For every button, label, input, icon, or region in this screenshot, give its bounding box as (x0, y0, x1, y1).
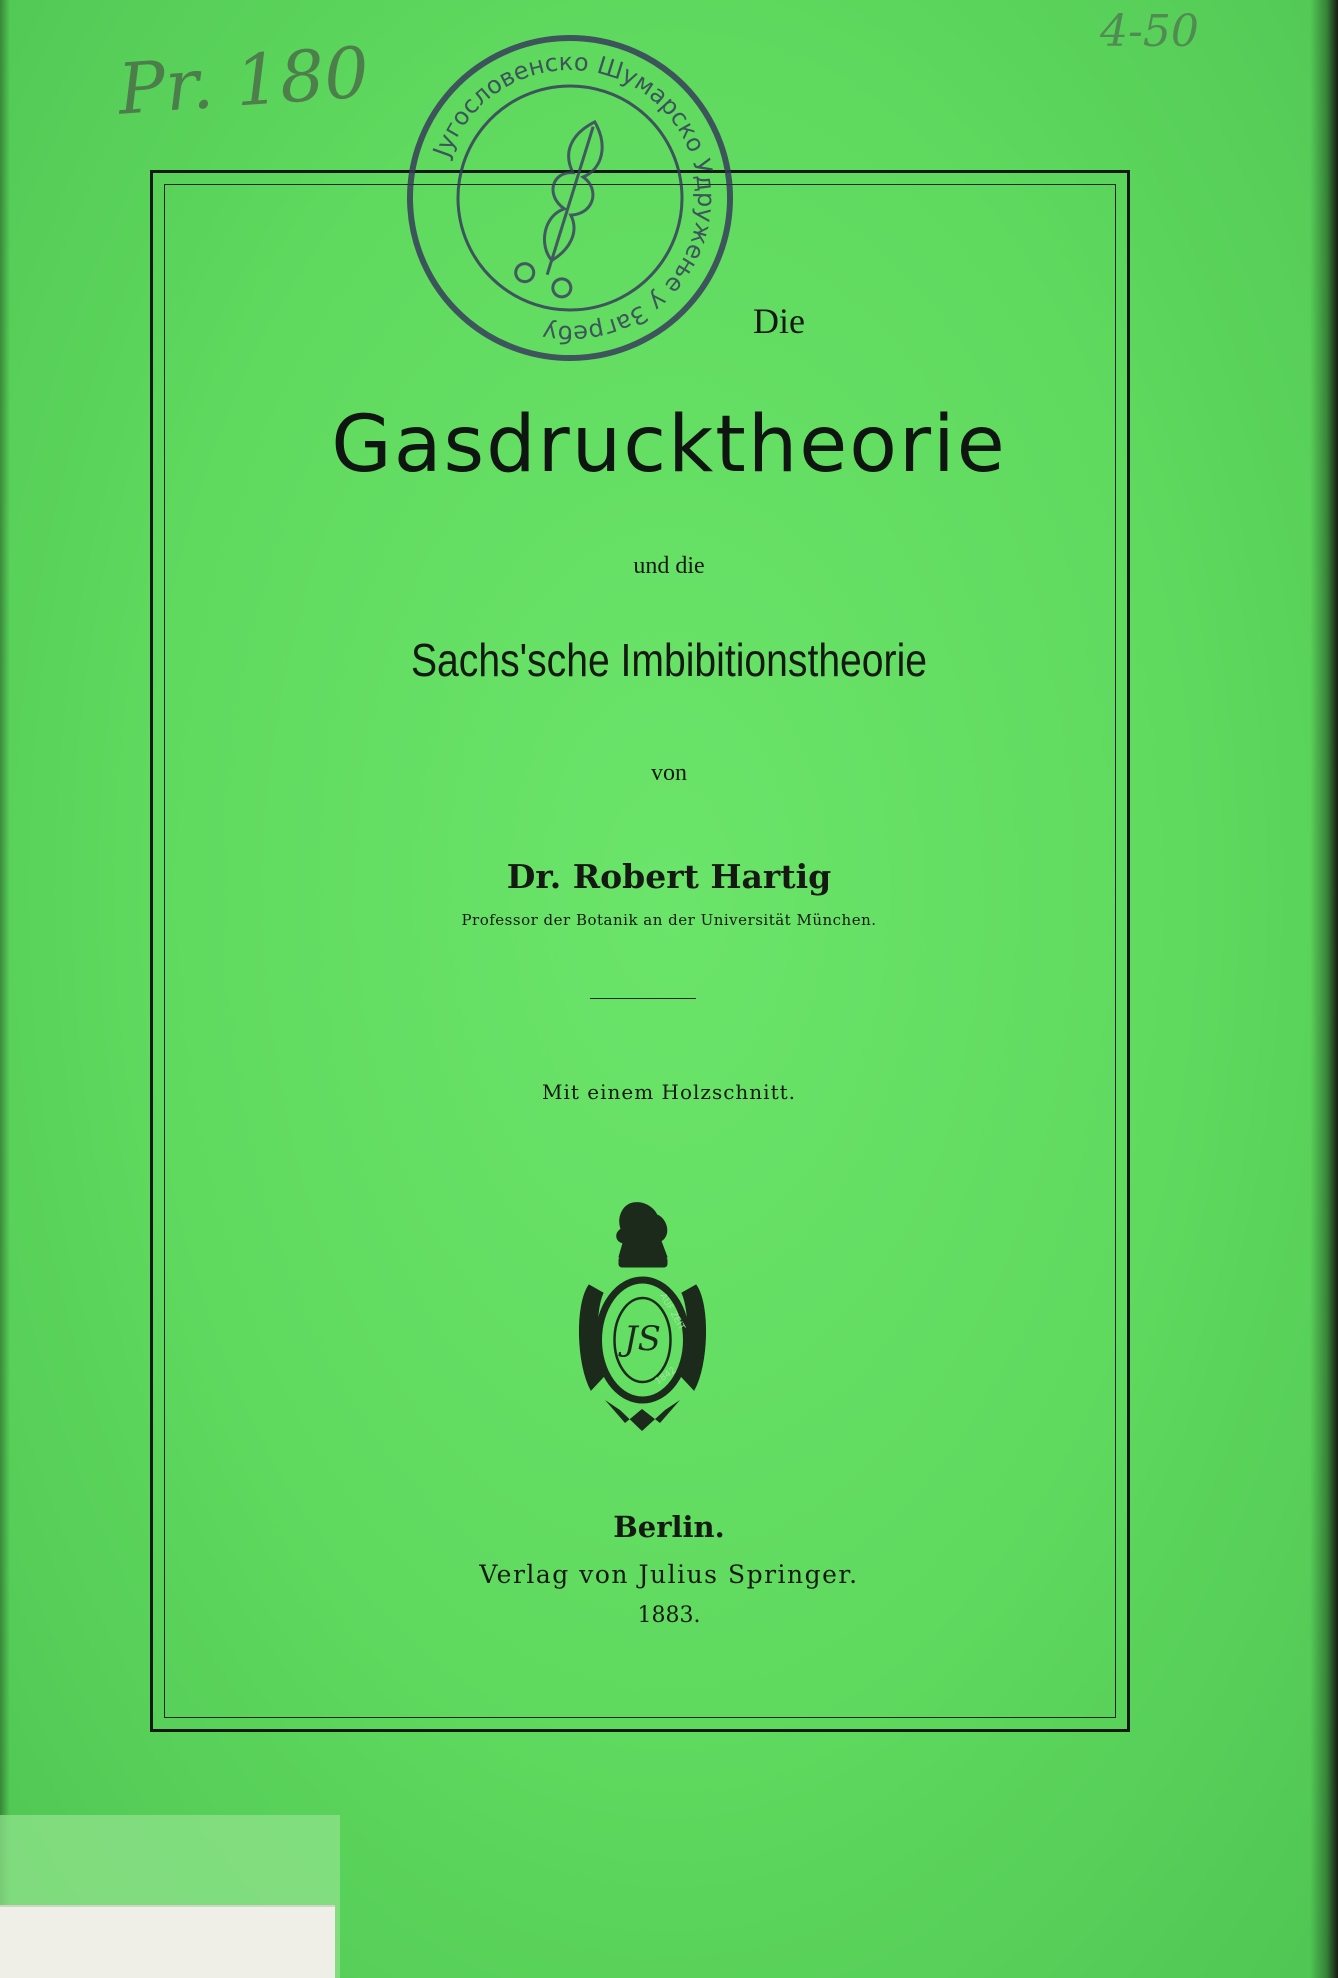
publication-place: Berlin. (613, 1510, 725, 1544)
publication-year: 1883. (637, 1603, 701, 1628)
corner-pencil-note: 4-50 (1100, 6, 1199, 57)
author-affiliation: Professor der Botanik an der Universität München. (461, 911, 877, 929)
shelfmark-note: Pr. 180 (115, 31, 372, 131)
divider-rule (590, 998, 696, 999)
main-title: Gasdrucktheorie (331, 400, 1007, 490)
by-line: von (651, 760, 687, 786)
author-name: Dr. Robert Hartig (506, 857, 832, 896)
publisher-motto: AUF ZEIT (657, 1291, 687, 1333)
title-article: Die (753, 301, 805, 341)
library-label (0, 1905, 335, 1978)
publisher-mark-icon (575, 1195, 710, 1445)
publisher-initials: JS (624, 1319, 661, 1359)
oak-leaf-icon (512, 113, 622, 299)
subtitle: Sachs'sche Imbibitionstheorie (410, 634, 928, 686)
base-ornament (605, 1400, 680, 1431)
page-edge-left (0, 0, 10, 1978)
publisher-name: Verlag von Julius Springer. (479, 1560, 859, 1589)
page-edge-right (1310, 0, 1338, 1978)
title-connector: und die (633, 553, 705, 579)
illustration-note: Mit einem Holzschnitt. (541, 1080, 796, 1104)
stamp-text: Југословенско Шумарско Удружење у Загребу (427, 47, 721, 349)
knight-head-icon (617, 1203, 667, 1257)
publisher-mark-year: 1842 (653, 1365, 679, 1388)
